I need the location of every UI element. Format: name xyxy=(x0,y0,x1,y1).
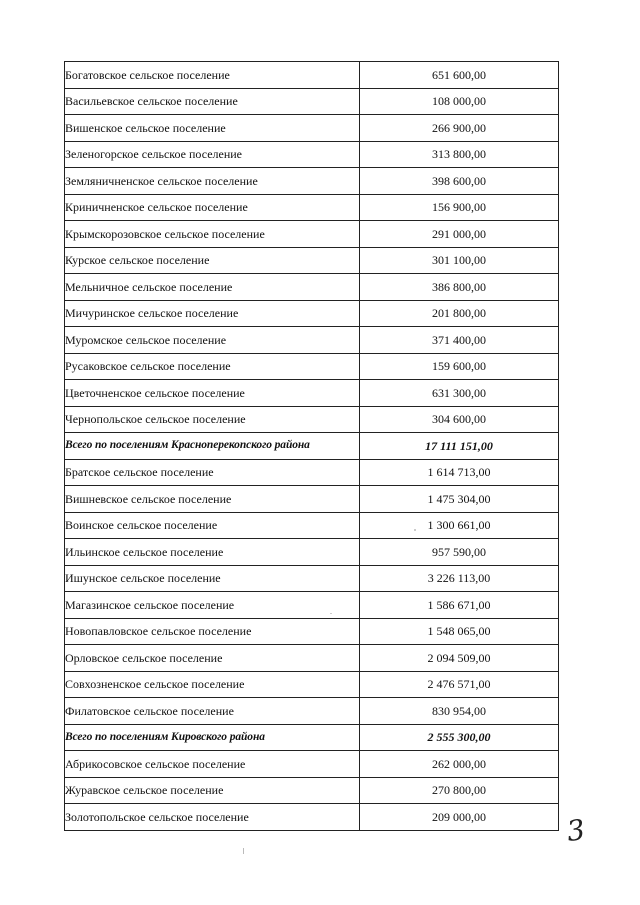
table-row xyxy=(65,804,559,831)
table-row xyxy=(65,380,559,407)
settlement-name: Новопавловское сельское поселение xyxy=(65,618,360,645)
table-row xyxy=(65,751,559,778)
table-row xyxy=(65,221,559,248)
scan-speck xyxy=(330,613,332,614)
table-row xyxy=(65,194,559,221)
table-row xyxy=(65,512,559,539)
table-row xyxy=(65,645,559,672)
settlement-amount: 159 600,00 xyxy=(360,353,559,380)
table-row xyxy=(65,565,559,592)
settlement-name: Совхозненское сельское поселение xyxy=(65,671,360,698)
settlement-amount: 830 954,00 xyxy=(360,698,559,725)
table-row xyxy=(65,618,559,645)
settlement-name: Магазинское сельское поселение xyxy=(65,592,360,619)
settlement-name: Земляничненское сельское поселение xyxy=(65,168,360,195)
table-row xyxy=(65,141,559,168)
settlement-amount: 2 476 571,00 xyxy=(360,671,559,698)
settlement-name: Крымскорозовское сельское поселение xyxy=(65,221,360,248)
settlement-name: Мичуринское сельское поселение xyxy=(65,300,360,327)
settlement-amount: 201 800,00 xyxy=(360,300,559,327)
settlement-amount: 209 000,00 xyxy=(360,804,559,831)
settlement-amount: 651 600,00 xyxy=(360,62,559,89)
settlement-name: Золотопольское сельское поселение xyxy=(65,804,360,831)
settlement-amount: 156 900,00 xyxy=(360,194,559,221)
total-label: Всего по поселениям Кировского района xyxy=(65,724,360,751)
settlement-name: Муромское сельское поселение xyxy=(65,327,360,354)
settlement-name: Русаковское сельское поселение xyxy=(65,353,360,380)
total-row xyxy=(65,724,559,751)
table-row xyxy=(65,459,559,486)
settlement-name: Филатовское сельское поселение xyxy=(65,698,360,725)
settlement-amount: 301 100,00 xyxy=(360,247,559,274)
settlement-amount: 3 226 113,00 xyxy=(360,565,559,592)
settlement-name: Ишунское сельское поселение xyxy=(65,565,360,592)
handwritten-page-number: 3 xyxy=(564,812,588,849)
settlements-budget-table xyxy=(64,61,559,831)
scan-speck xyxy=(243,848,244,854)
settlement-amount: 1 614 713,00 xyxy=(360,459,559,486)
settlement-name: Васильевское сельское поселение xyxy=(65,88,360,115)
settlement-name: Воинское сельское поселение xyxy=(65,512,360,539)
settlement-amount: 291 000,00 xyxy=(360,221,559,248)
settlement-name: Криничненское сельское поселение xyxy=(65,194,360,221)
settlement-name: Вишневское сельское поселение xyxy=(65,486,360,513)
table-row xyxy=(65,698,559,725)
settlement-amount: 398 600,00 xyxy=(360,168,559,195)
table-row xyxy=(65,62,559,89)
table-row xyxy=(65,300,559,327)
settlement-amount: 304 600,00 xyxy=(360,406,559,433)
settlement-amount: 262 000,00 xyxy=(360,751,559,778)
settlement-amount: 1 475 304,00 xyxy=(360,486,559,513)
table-row xyxy=(65,486,559,513)
scan-speck xyxy=(414,529,416,531)
settlement-name: Цветочненское сельское поселение xyxy=(65,380,360,407)
settlement-name: Чернопольское сельское поселение xyxy=(65,406,360,433)
settlement-amount: 386 800,00 xyxy=(360,274,559,301)
settlement-name: Курское сельское поселение xyxy=(65,247,360,274)
settlement-amount: 1 548 065,00 xyxy=(360,618,559,645)
table-row xyxy=(65,274,559,301)
table-row xyxy=(65,327,559,354)
settlement-name: Журавское сельское поселение xyxy=(65,777,360,804)
table-row xyxy=(65,539,559,566)
settlement-amount: 631 300,00 xyxy=(360,380,559,407)
settlement-name: Ильинское сельское поселение xyxy=(65,539,360,566)
settlement-name: Абрикосовское сельское поселение xyxy=(65,751,360,778)
settlement-amount: 313 800,00 xyxy=(360,141,559,168)
settlement-amount: 2 094 509,00 xyxy=(360,645,559,672)
total-amount: 2 555 300,00 xyxy=(360,724,559,751)
settlement-name: Зеленогорское сельское поселение xyxy=(65,141,360,168)
table-row xyxy=(65,247,559,274)
table-row xyxy=(65,353,559,380)
total-row xyxy=(65,433,559,460)
settlement-amount: 108 000,00 xyxy=(360,88,559,115)
table-row xyxy=(65,777,559,804)
table-row xyxy=(65,406,559,433)
settlement-amount: 371 400,00 xyxy=(360,327,559,354)
settlement-name: Братское сельское поселение xyxy=(65,459,360,486)
settlement-amount: 270 800,00 xyxy=(360,777,559,804)
settlement-amount: 1 586 671,00 xyxy=(360,592,559,619)
table-body xyxy=(65,62,559,831)
table-row xyxy=(65,168,559,195)
settlement-amount: 266 900,00 xyxy=(360,115,559,142)
settlement-name: Богатовское сельское поселение xyxy=(65,62,360,89)
table-row xyxy=(65,88,559,115)
settlement-name: Вишенское сельское поселение xyxy=(65,115,360,142)
total-label: Всего по поселениям Красноперекопского района xyxy=(65,433,360,460)
settlement-name: Орловское сельское поселение xyxy=(65,645,360,672)
total-amount: 17 111 151,00 xyxy=(360,433,559,460)
settlement-amount: 957 590,00 xyxy=(360,539,559,566)
table-row xyxy=(65,592,559,619)
table-row xyxy=(65,671,559,698)
settlement-name: Мельничное сельское поселение xyxy=(65,274,360,301)
settlement-amount: 1 300 661,00 xyxy=(360,512,559,539)
table-row xyxy=(65,115,559,142)
